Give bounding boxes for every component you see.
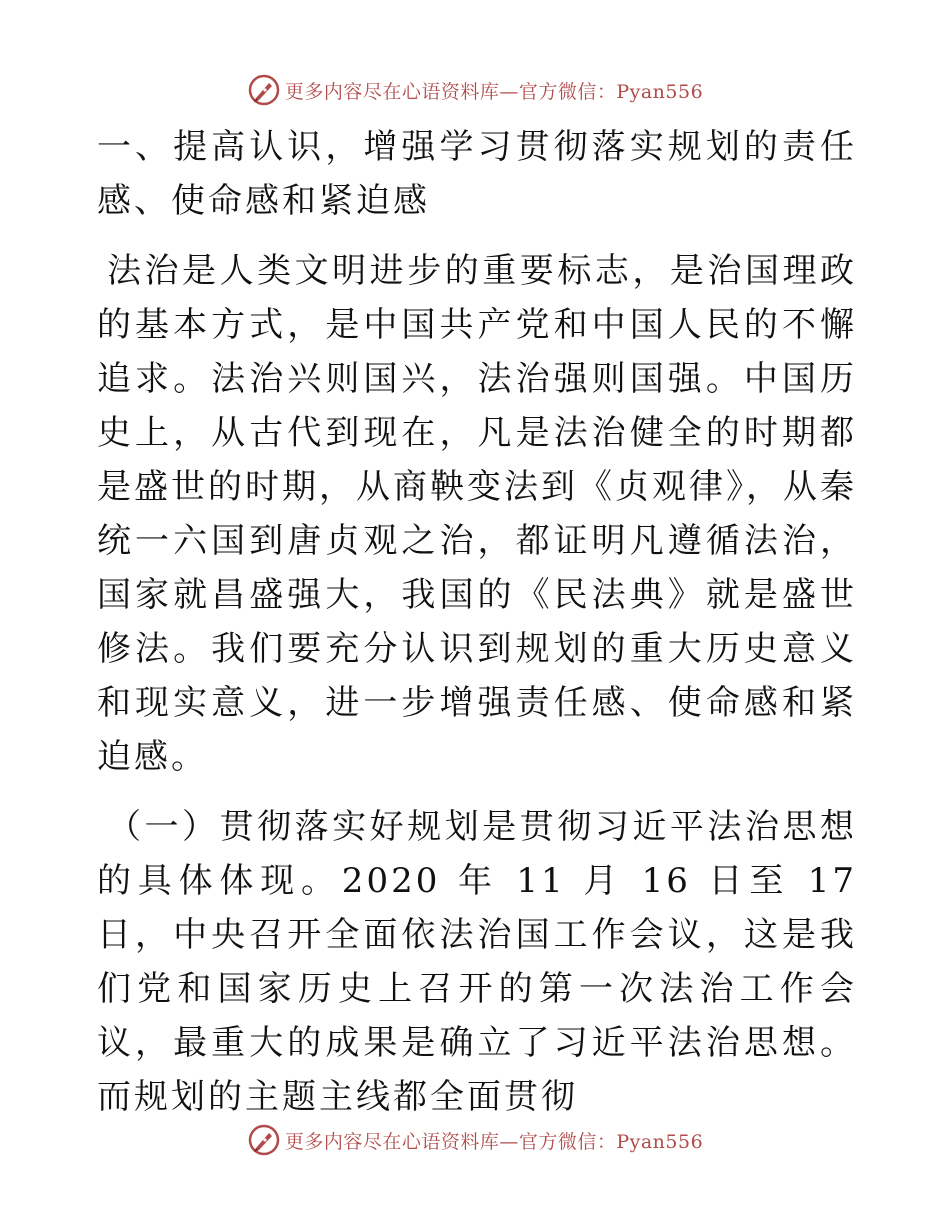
footer-watermark-banner [0,1118,950,1162]
body-paragraph-1: 法治是人类文明进步的重要标志，是治国理政的基本方式，是中国共产党和中国人民的不懈追求。法治兴则国兴，法治强则国强。中国历史上，从古代到现在，凡是法治健全的时期都是盛世的时期，从商鞅变法到《贞观律》，从秦统一六国到唐贞观之治，都证明凡遵循法治，国家就昌盛强大，我国的《民法典》就是盛世修法。我们要充分认识到规划的重大历史意义和现实意义，进一步增强责任感、使命感和紧迫感。 [97,251,857,777]
section-heading: 一、提高认识，增强学习贯彻落实规划的责任感、使命感和紧迫感 [97,127,857,221]
pen-nib-circle-icon [247,1123,281,1157]
body-paragraph-2: （一）贯彻落实好规划是贯彻习近平法治思想的具体体现。2020 年 11 月 16 日至 17 日，中央召开全面依法治国工作会议，这是我们党和国家历史上召开的第一次法治工作会议，最重大的成果是确立了习近平法治思想。而规划的主题主线都全面贯彻 [97,807,857,1117]
watermark-text: 更多内容尽在心语资料库—官方微信：Pyan556 [284,1130,704,1153]
watermark-text: 更多内容尽在心语资料库—官方微信：Pyan556 [284,80,704,103]
header-watermark-banner [0,68,950,112]
pen-nib-circle-icon [247,73,281,107]
document-body [97,120,857,1124]
